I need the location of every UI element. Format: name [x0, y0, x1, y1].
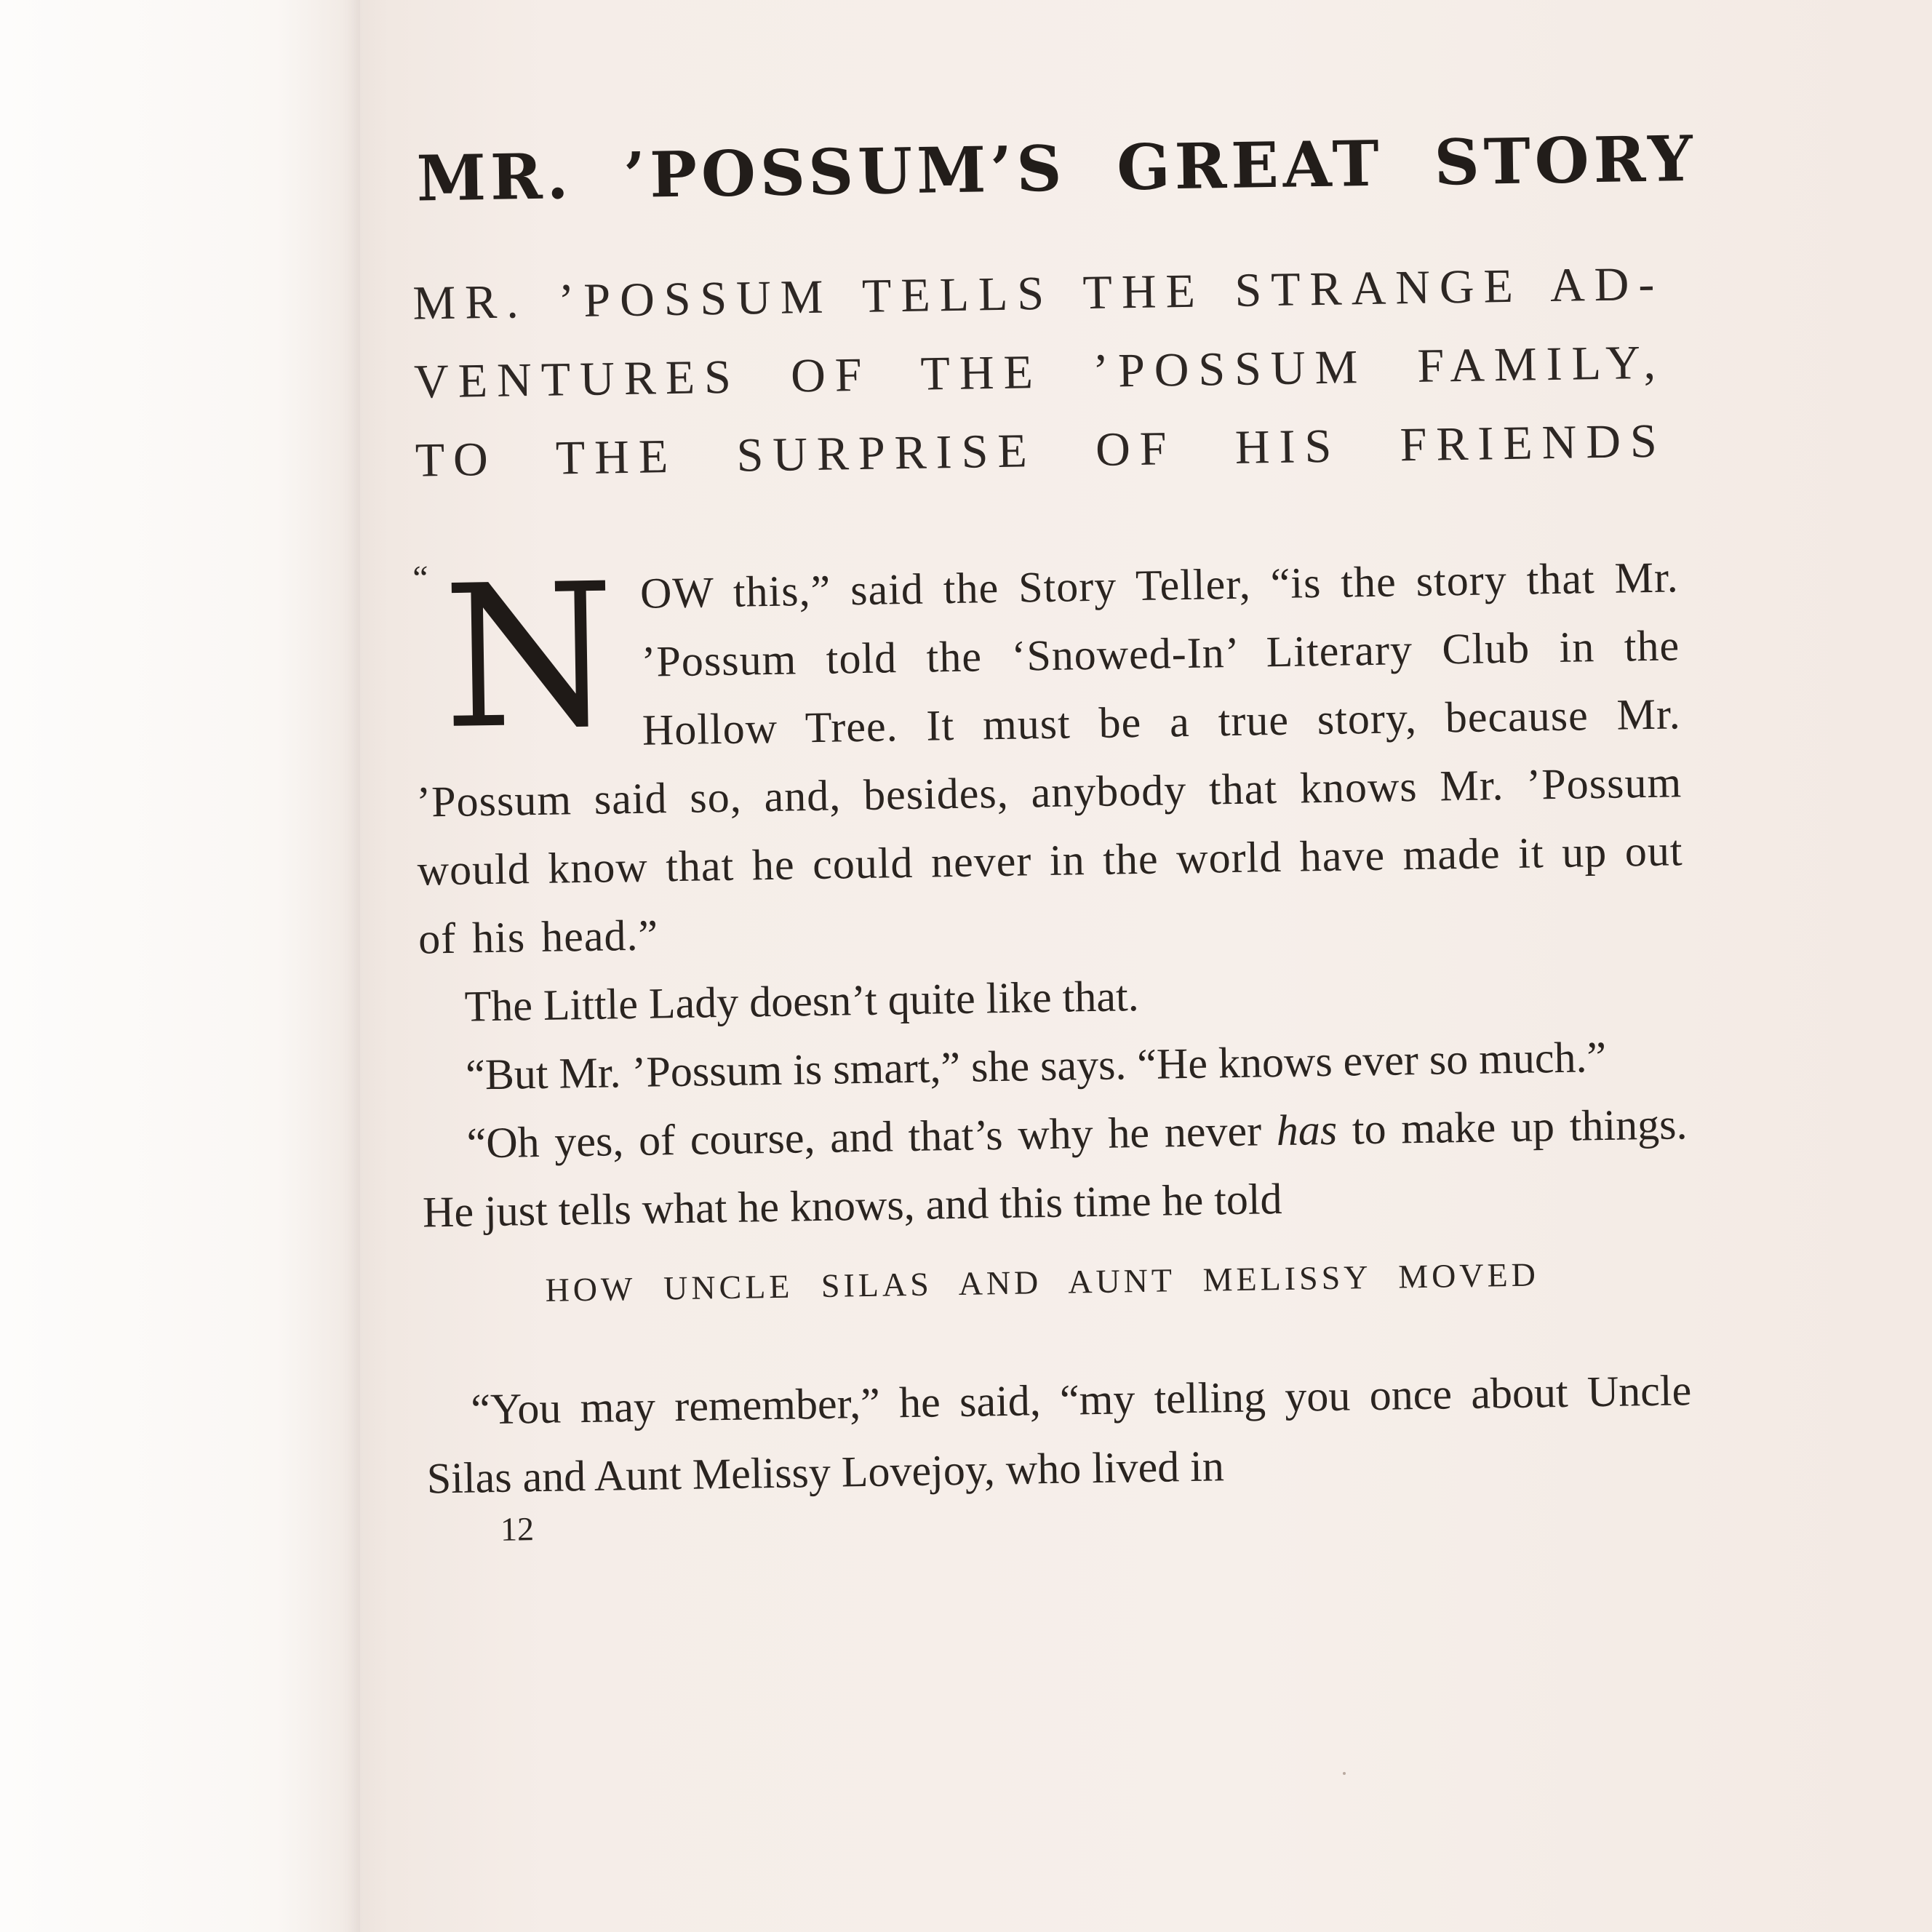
paragraph-text: “Oh yes, of course, and that’s why he never	[466, 1106, 1277, 1167]
opening-paragraph	[412, 540, 1685, 973]
paragraph	[421, 1090, 1689, 1246]
page-number: 12	[500, 1510, 535, 1549]
subtitle-line: VENTURES OF THE ’POSSUM FAMILY,	[413, 335, 1666, 409]
subtitle-line: MR. ’POSSUM TELLS THE STRANGE AD-	[412, 257, 1664, 330]
chapter-subtitle	[412, 245, 1667, 500]
opening-quote-mark: “	[412, 559, 429, 598]
chapter-title: MR. ’POSSUM’S GREAT STORY	[416, 121, 1698, 216]
paragraph-text: to make up things. He just tells what he knows, and this time he told	[422, 1100, 1688, 1237]
paragraph: “But Mr. ’Possum is smart,” she says. “He knows ever so much.”	[465, 1033, 1607, 1099]
drop-cap-letter: N	[441, 540, 617, 773]
opening-paragraph-text: OW this,” said the Story Teller, “is the story that Mr. ’Possum told the ‘Snowed-In’ Literary Club in the Hollow Tree. It must be a true story, because Mr. ’Possum said so, and, besides, anybody that knows Mr. ’Possum would know that he could never in the world have made it up out of his head.”	[415, 553, 1684, 963]
body-text	[412, 540, 1693, 1549]
emphasized-word: has	[1276, 1105, 1338, 1155]
subtitle-line: TO THE SURPRISE OF HIS FRIENDS	[415, 414, 1667, 487]
section-heading: HOW UNCLE SILAS AND AUNT MELISSY MOVED	[545, 1256, 1540, 1309]
page-content	[393, 121, 1698, 1549]
paragraph: The Little Lady doesn’t quite like that.	[464, 972, 1140, 1031]
paper-speck	[1343, 1772, 1346, 1775]
paragraph: “You may remember,” he said, “my telling you once about Uncle Silas and Aunt Melissy Lovejoy, who lived in	[426, 1366, 1692, 1503]
